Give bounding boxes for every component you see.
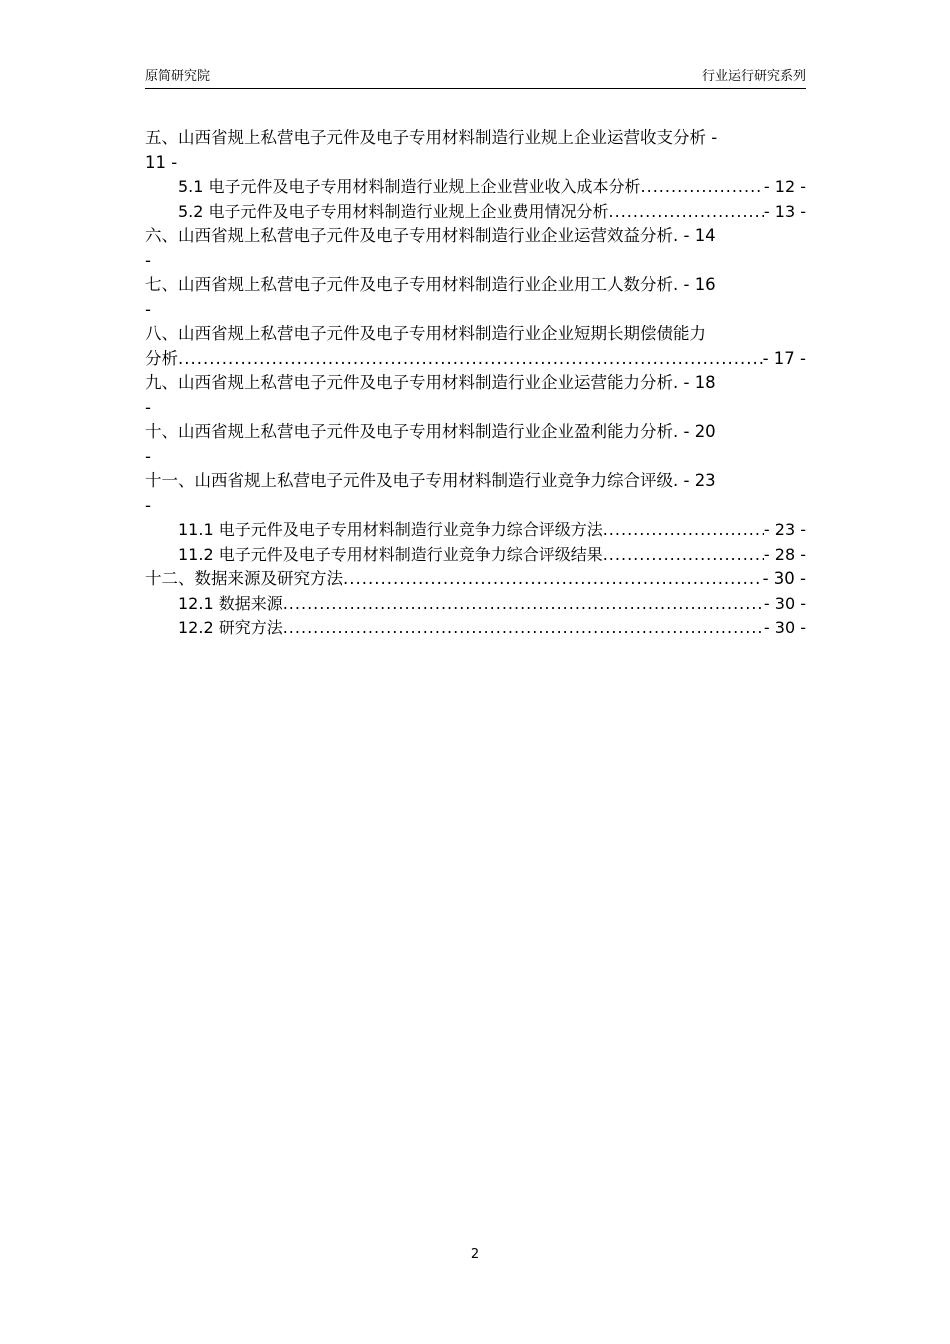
toc-entry-11[interactable] bbox=[145, 469, 806, 518]
toc-entry-page: - bbox=[145, 250, 151, 270]
toc-leader-dots bbox=[283, 616, 764, 641]
toc-leader-dots bbox=[343, 567, 763, 592]
toc-leader-dots bbox=[178, 347, 763, 372]
toc-entry-8-line2 bbox=[145, 347, 806, 372]
toc-entry-text: 八、山西省规上私营电子元件及电子专用材料制造行业企业短期长期偿债能力 bbox=[145, 324, 706, 343]
toc-leader-dots bbox=[603, 543, 764, 568]
page-header bbox=[145, 68, 806, 89]
toc-entry-page: - bbox=[145, 446, 151, 466]
table-of-contents bbox=[145, 126, 806, 641]
toc-entry-page: - 13 - bbox=[763, 201, 806, 221]
toc-entry-page: - bbox=[145, 495, 151, 515]
toc-leader-dots bbox=[641, 175, 764, 200]
toc-entry-text: 十二、数据来源及研究方法 bbox=[145, 569, 343, 588]
toc-entry-text: 六、山西省规上私营电子元件及电子专用材料制造行业企业运营效益分析. - 14 bbox=[145, 226, 716, 245]
toc-entry-5[interactable] bbox=[145, 126, 806, 175]
toc-entry-text: 5.1 电子元件及电子专用材料制造行业规上企业营业收入成本分析 bbox=[178, 177, 641, 196]
toc-entry-11-2[interactable] bbox=[145, 543, 806, 568]
toc-entry-text: 5.2 电子元件及电子专用材料制造行业规上企业费用情况分析 bbox=[178, 201, 609, 221]
toc-entry-page: - 17 - bbox=[762, 348, 806, 368]
toc-leader-dots bbox=[609, 200, 764, 225]
toc-entry-5-2[interactable] bbox=[145, 200, 806, 225]
toc-entry-9[interactable] bbox=[145, 371, 806, 420]
toc-entry-page: - 30 - bbox=[763, 618, 806, 637]
toc-entry-page: - 30 - bbox=[762, 569, 806, 588]
toc-entry-12[interactable] bbox=[145, 567, 806, 592]
toc-leader-dots bbox=[283, 592, 764, 617]
toc-leader-dots bbox=[603, 518, 764, 543]
toc-entry-8[interactable] bbox=[145, 322, 806, 371]
toc-entry-page: 11 - bbox=[145, 152, 178, 172]
toc-entry-page: - bbox=[145, 299, 151, 319]
toc-entry-page: - bbox=[145, 397, 151, 417]
header-series-name: 行业运行研究系列 bbox=[701, 69, 806, 84]
toc-entry-page: - 23 - bbox=[763, 520, 806, 539]
toc-entry-text: 12.2 研究方法 bbox=[178, 618, 283, 637]
toc-entry-10[interactable] bbox=[145, 420, 806, 469]
toc-entry-text-cont: 分析 bbox=[145, 348, 178, 368]
toc-entry-text: 七、山西省规上私营电子元件及电子专用材料制造行业企业用工人数分析. - 16 bbox=[145, 275, 716, 294]
toc-entry-12-2[interactable] bbox=[145, 616, 806, 641]
header-org-name: 原简研究院 bbox=[145, 69, 211, 84]
toc-entry-text: 十、山西省规上私营电子元件及电子专用材料制造行业企业盈利能力分析. - 20 bbox=[145, 422, 716, 441]
toc-entry-5-1[interactable] bbox=[145, 175, 806, 200]
toc-entry-6[interactable] bbox=[145, 224, 806, 273]
toc-entry-text: 十一、山西省规上私营电子元件及电子专用材料制造行业竞争力综合评级. - 23 bbox=[145, 471, 716, 490]
toc-entry-11-1[interactable] bbox=[145, 518, 806, 543]
toc-entry-text: 11.1 电子元件及电子专用材料制造行业竞争力综合评级方法 bbox=[178, 520, 603, 539]
toc-entry-page: - 12 - bbox=[763, 177, 806, 196]
toc-entry-7[interactable] bbox=[145, 273, 806, 322]
toc-entry-text: 九、山西省规上私营电子元件及电子专用材料制造行业企业运营能力分析. - 18 bbox=[145, 373, 716, 392]
toc-entry-12-1[interactable] bbox=[145, 592, 806, 617]
toc-entry-page: - 28 - bbox=[763, 544, 806, 564]
toc-entry-text: 12.1 数据来源 bbox=[178, 593, 283, 613]
toc-entry-text: 五、山西省规上私营电子元件及电子专用材料制造行业规上企业运营收支分析 - bbox=[145, 128, 718, 147]
toc-entry-text: 11.2 电子元件及电子专用材料制造行业竞争力综合评级结果 bbox=[178, 544, 603, 564]
page-number: 2 bbox=[470, 1247, 480, 1262]
toc-entry-page: - 30 - bbox=[763, 593, 806, 613]
